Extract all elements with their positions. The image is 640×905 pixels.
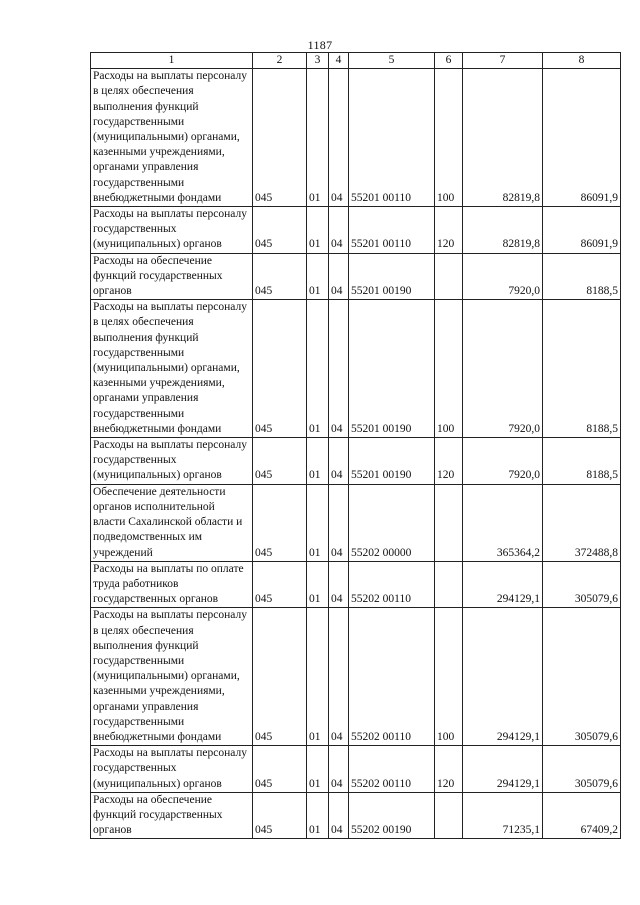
expense-type-code: 120 xyxy=(435,438,463,485)
amount-year1: 365364,2 xyxy=(463,484,543,561)
ministry-code: 045 xyxy=(253,608,307,746)
target-article-code: 55202 00110 xyxy=(349,746,435,793)
expense-type-code: 100 xyxy=(435,608,463,746)
section-code: 01 xyxy=(307,438,329,485)
budget-table xyxy=(90,52,621,839)
ministry-code: 045 xyxy=(253,438,307,485)
section-code: 01 xyxy=(307,792,329,839)
amount-year1: 71235,1 xyxy=(463,792,543,839)
table-row xyxy=(91,438,621,485)
row-description: Расходы на обеспечение функций государственных органов xyxy=(91,253,253,300)
row-description: Обеспечение деятельности органов исполнительной власти Сахалинской области и подведомственных им учреждений xyxy=(91,484,253,561)
target-article-code: 55201 00110 xyxy=(349,69,435,207)
target-article-code: 55202 00190 xyxy=(349,792,435,839)
expense-type-code xyxy=(435,792,463,839)
amount-year2: 86091,9 xyxy=(543,69,621,207)
subsection-code: 04 xyxy=(329,438,349,485)
section-code: 01 xyxy=(307,561,329,608)
ministry-code: 045 xyxy=(253,253,307,300)
page-number: 1187 xyxy=(307,38,333,52)
ministry-code: 045 xyxy=(253,207,307,254)
amount-year1: 294129,1 xyxy=(463,746,543,793)
column-header: 4 xyxy=(329,53,349,69)
amount-year2: 305079,6 xyxy=(543,746,621,793)
ministry-code: 045 xyxy=(253,300,307,438)
subsection-code: 04 xyxy=(329,484,349,561)
table-row xyxy=(91,253,621,300)
target-article-code: 55202 00000 xyxy=(349,484,435,561)
table-row xyxy=(91,746,621,793)
target-article-code: 55201 00190 xyxy=(349,300,435,438)
subsection-code: 04 xyxy=(329,300,349,438)
table-row xyxy=(91,561,621,608)
column-header: 8 xyxy=(543,53,621,69)
target-article-code: 55201 00110 xyxy=(349,207,435,254)
table-row xyxy=(91,300,621,438)
subsection-code: 04 xyxy=(329,561,349,608)
target-article-code: 55201 00190 xyxy=(349,253,435,300)
subsection-code: 04 xyxy=(329,207,349,254)
ministry-code: 045 xyxy=(253,484,307,561)
expense-type-code: 120 xyxy=(435,207,463,254)
section-code: 01 xyxy=(307,253,329,300)
amount-year1: 7920,0 xyxy=(463,300,543,438)
amount-year2: 305079,6 xyxy=(543,561,621,608)
column-header: 5 xyxy=(349,53,435,69)
amount-year2: 67409,2 xyxy=(543,792,621,839)
target-article-code: 55202 00110 xyxy=(349,608,435,746)
section-code: 01 xyxy=(307,484,329,561)
table-row xyxy=(91,207,621,254)
target-article-code: 55202 00110 xyxy=(349,561,435,608)
expense-type-code: 100 xyxy=(435,69,463,207)
row-description: Расходы на выплаты по оплате труда работников государственных органов xyxy=(91,561,253,608)
section-code: 01 xyxy=(307,746,329,793)
column-header: 1 xyxy=(91,53,253,69)
target-article-code: 55201 00190 xyxy=(349,438,435,485)
ministry-code: 045 xyxy=(253,792,307,839)
subsection-code: 04 xyxy=(329,69,349,207)
column-header: 3 xyxy=(307,53,329,69)
column-header: 6 xyxy=(435,53,463,69)
amount-year1: 82819,8 xyxy=(463,69,543,207)
amount-year2: 8188,5 xyxy=(543,253,621,300)
table-row xyxy=(91,484,621,561)
expense-type-code xyxy=(435,253,463,300)
amount-year1: 294129,1 xyxy=(463,561,543,608)
amount-year2: 372488,8 xyxy=(543,484,621,561)
row-description: Расходы на выплаты персоналу в целях обеспечения выполнения функций государственными (муниципальными) органами, казенными учреждениями, органами управления государственными внебюджетными фондами xyxy=(91,69,253,207)
column-header: 7 xyxy=(463,53,543,69)
subsection-code: 04 xyxy=(329,253,349,300)
expense-type-code: 100 xyxy=(435,300,463,438)
row-description: Расходы на выплаты персоналу государственных (муниципальных) органов xyxy=(91,207,253,254)
expense-type-code: 120 xyxy=(435,746,463,793)
amount-year2: 8188,5 xyxy=(543,438,621,485)
ministry-code: 045 xyxy=(253,561,307,608)
row-description: Расходы на выплаты персоналу в целях обеспечения выполнения функций государственными (муниципальными) органами, казенными учреждениями, органами управления государственными внебюджетными фондами xyxy=(91,608,253,746)
ministry-code: 045 xyxy=(253,69,307,207)
section-code: 01 xyxy=(307,69,329,207)
column-header: 2 xyxy=(253,53,307,69)
amount-year1: 294129,1 xyxy=(463,608,543,746)
expense-type-code xyxy=(435,484,463,561)
table-row xyxy=(91,792,621,839)
amount-year1: 7920,0 xyxy=(463,253,543,300)
amount-year2: 305079,6 xyxy=(543,608,621,746)
row-description: Расходы на обеспечение функций государственных органов xyxy=(91,792,253,839)
expense-type-code xyxy=(435,561,463,608)
subsection-code: 04 xyxy=(329,792,349,839)
amount-year2: 86091,9 xyxy=(543,207,621,254)
table-row xyxy=(91,608,621,746)
amount-year1: 82819,8 xyxy=(463,207,543,254)
ministry-code: 045 xyxy=(253,746,307,793)
section-code: 01 xyxy=(307,608,329,746)
section-code: 01 xyxy=(307,300,329,438)
subsection-code: 04 xyxy=(329,746,349,793)
header-row xyxy=(91,53,621,69)
row-description: Расходы на выплаты персоналу государственных (муниципальных) органов xyxy=(91,746,253,793)
section-code: 01 xyxy=(307,207,329,254)
row-description: Расходы на выплаты персоналу государственных (муниципальных) органов xyxy=(91,438,253,485)
table-row xyxy=(91,69,621,207)
amount-year1: 7920,0 xyxy=(463,438,543,485)
row-description: Расходы на выплаты персоналу в целях обеспечения выполнения функций государственными (муниципальными) органами, казенными учреждениями, органами управления государственными внебюджетными фондами xyxy=(91,300,253,438)
amount-year2: 8188,5 xyxy=(543,300,621,438)
subsection-code: 04 xyxy=(329,608,349,746)
